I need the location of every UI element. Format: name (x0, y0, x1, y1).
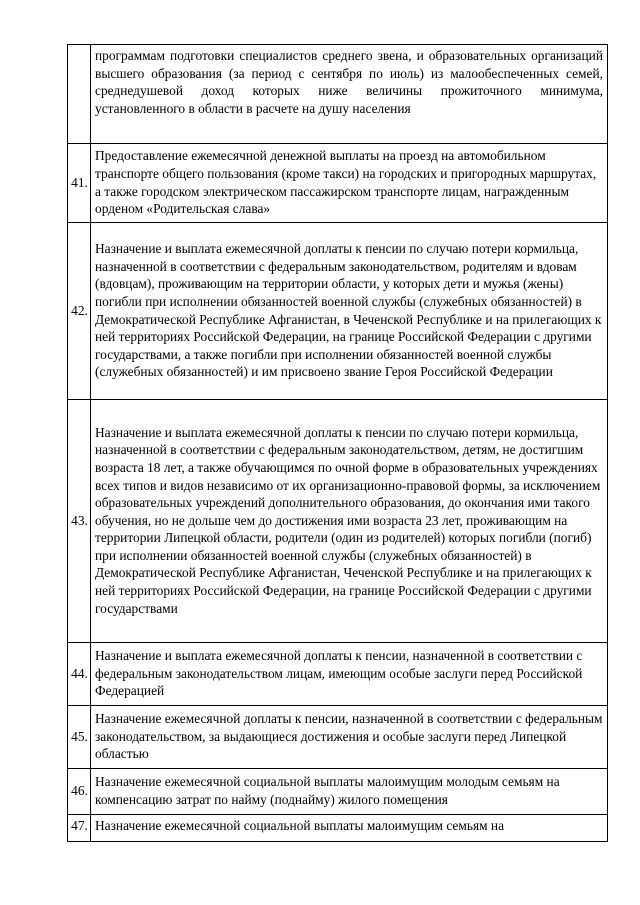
table-row (68, 815, 608, 842)
services-table (67, 44, 608, 842)
table-row (68, 643, 608, 706)
row-number (68, 45, 91, 144)
row-number: 41. (68, 144, 91, 223)
row-description: Назначение и выплата ежемесячной доплаты к пенсии по случаю потери кормильца, назначенной в соответствии с федеральным законодательством, детям, не достигшим возраста 18 лет, а также обучающимся по очной форме в образовательных учреждениях всех типов и видов независимо от их организационно-правовой формы, за исключением образовательных учреждений дополнительного образования, до окончания ими такого обучения, но не дольше чем до достижения ими возраста 23 лет, проживающим на территории Липецкой области, родители (один из родителей) которых погибли (погиб) при исполнении обязанностей военной службы (служебных обязанностей) в Демократической Республике Афганистан, Чеченской Республике и на прилегающих к ней территориях Российской Федерации, на границе Российской Федерации с другими государствами (91, 400, 608, 643)
row-description: Назначение ежемесячной социальной выплаты малоимущим молодым семьям на компенсацию затрат по найму (поднайму) жилого помещения (91, 769, 608, 815)
row-number: 42. (68, 223, 91, 400)
row-description: Назначение ежемесячной доплаты к пенсии, назначенной в соответствии с федеральным законодательством, за выдающиеся достижения и особые заслуги перед Липецкой областью (91, 706, 608, 769)
table-row (68, 223, 608, 400)
table-row (68, 706, 608, 769)
row-number: 43. (68, 400, 91, 643)
row-number: 45. (68, 706, 91, 769)
row-description: программам подготовки специалистов среднего звена, и образовательных организаций высшего образования (за период с сентября по июль) из малообеспеченных семей, среднедушевой доход которых ниже величины прожиточного минимума, установленного в области в расчете на душу населения (91, 45, 608, 144)
row-description: Назначение ежемесячной социальной выплаты малоимущим семьям на (91, 815, 608, 842)
table-row (68, 144, 608, 223)
row-description: Назначение и выплата ежемесячной доплаты к пенсии, назначенной в соответствии с федеральным законодательством лицам, имеющим особые заслуги перед Российской Федерацией (91, 643, 608, 706)
row-description: Назначение и выплата ежемесячной доплаты к пенсии по случаю потери кормильца, назначенной в соответствии с федеральным законодательством, родителям и вдовам (вдовцам), проживающим на территории области, у которых дети и мужья (жены) погибли при исполнении обязанностей военной службы (служебных обязанностей) в Демократической Республике Афганистан, в Чеченской Республике и на прилегающих к ней территориях Российской Федерации, на границе Российской Федерации с другими государствами, а также погибли при исполнении обязанностей военной службы (служебных обязанностей) и им присвоено звание Героя Российской Федерации (91, 223, 608, 400)
table-row (68, 400, 608, 643)
table-row (68, 45, 608, 144)
row-number: 44. (68, 643, 91, 706)
row-number: 46. (68, 769, 91, 815)
row-description: Предоставление ежемесячной денежной выплаты на проезд на автомобильном транспорте общего пользования (кроме такси) на городских и пригородных маршрутах, а также городском электрическом пассажирском транспорте лицам, награжденным орденом «Родительская слава» (91, 144, 608, 223)
row-number: 47. (68, 815, 91, 842)
table-row (68, 769, 608, 815)
